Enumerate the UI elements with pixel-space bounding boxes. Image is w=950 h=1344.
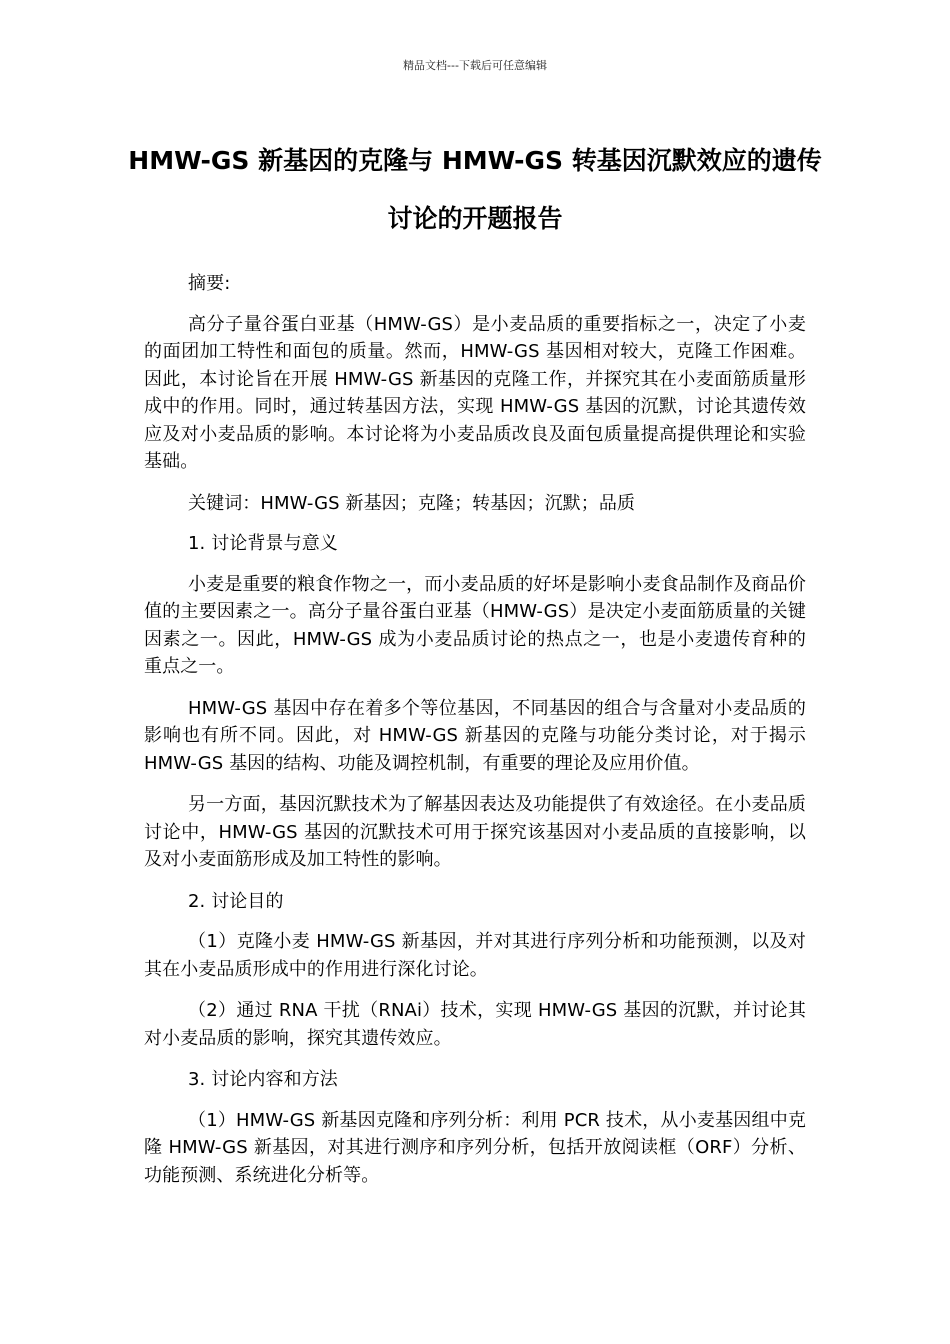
section-3-paragraph-1: （1）HMW-GS 新基因克隆和序列分析：利用 PCR 技术，从小麦基因组中克隆 HMW-GS 新基因，对其进行测序和序列分析，包括开放阅读框（ORF）分析、功能预测、系统进化分析等。 (144, 1109, 806, 1186)
abstract-paragraph: 高分子量谷蛋白亚基（HMW-GS）是小麦品质的重要指标之一，决定了小麦的面团加工特性和面包的质量。然而，HMW-GS 基因相对较大，克隆工作困难。因此，本讨论旨在开展 HMW-GS 新基因的克隆工作，并探究其在小麦面筋质量形成中的作用。同时，通过转基因方法，实现 HMW-GS 基因的沉默，讨论其遗传效应及对小麦品质的影响。本讨论将为小麦品质改良及面包质量提高提供理论和实验基础。 (144, 313, 806, 472)
page-header-note: 精品文档---下载后可任意编辑 (403, 59, 547, 72)
section-1-paragraph-3: 另一方面，基因沉默技术为了解基因表达及功能提供了有效途径。在小麦品质讨论中，HMW-GS 基因的沉默技术可用于探究该基因对小麦品质的直接影响，以及对小麦面筋形成及加工特性的影响。 (144, 794, 806, 870)
document-body (144, 270, 806, 1203)
section-2-paragraph-1: （1）克隆小麦 HMW-GS 新基因，并对其进行序列分析和功能预测，以及对其在小麦品质形成中的作用进行深化讨论。 (144, 931, 806, 980)
keywords-line: 关键词：HMW-GS 新基因；克隆；转基因；沉默；品质 (188, 492, 636, 514)
section-1-paragraph-1: 小麦是重要的粮食作物之一，而小麦品质的好坏是影响小麦食品制作及商品价值的主要因素之一。高分子量谷蛋白亚基（HMW-GS）是决定小麦面筋质量的关键因素之一。因此，HMW-GS 成为小麦品质讨论的热点之一，也是小麦遗传育种的重点之一。 (144, 573, 806, 677)
abstract-label: 摘要: (188, 273, 231, 294)
section-1-heading: 1. 讨论背景与意义 (188, 533, 338, 554)
document-title: HMW-GS 新基因的克隆与 HMW-GS 转基因沉默效应的遗传讨论的开题报告 (128, 146, 822, 233)
section-2-paragraph-2: （2）通过 RNA 干扰（RNAi）技术，实现 HMW-GS 基因的沉默，并讨论其对小麦品质的影响，探究其遗传效应。 (144, 1000, 806, 1049)
section-1-paragraph-2: HMW-GS 基因中存在着多个等位基因，不同基因的组合与含量对小麦品质的影响也有所不同。因此，对 HMW-GS 新基因的克隆与功能分类讨论，对于揭示 HMW-GS 基因的结构、功能及调控机制，有重要的理论及应用价值。 (144, 697, 806, 774)
section-2-heading: 2. 讨论目的 (188, 890, 284, 912)
section-3-heading: 3. 讨论内容和方法 (188, 1069, 338, 1090)
